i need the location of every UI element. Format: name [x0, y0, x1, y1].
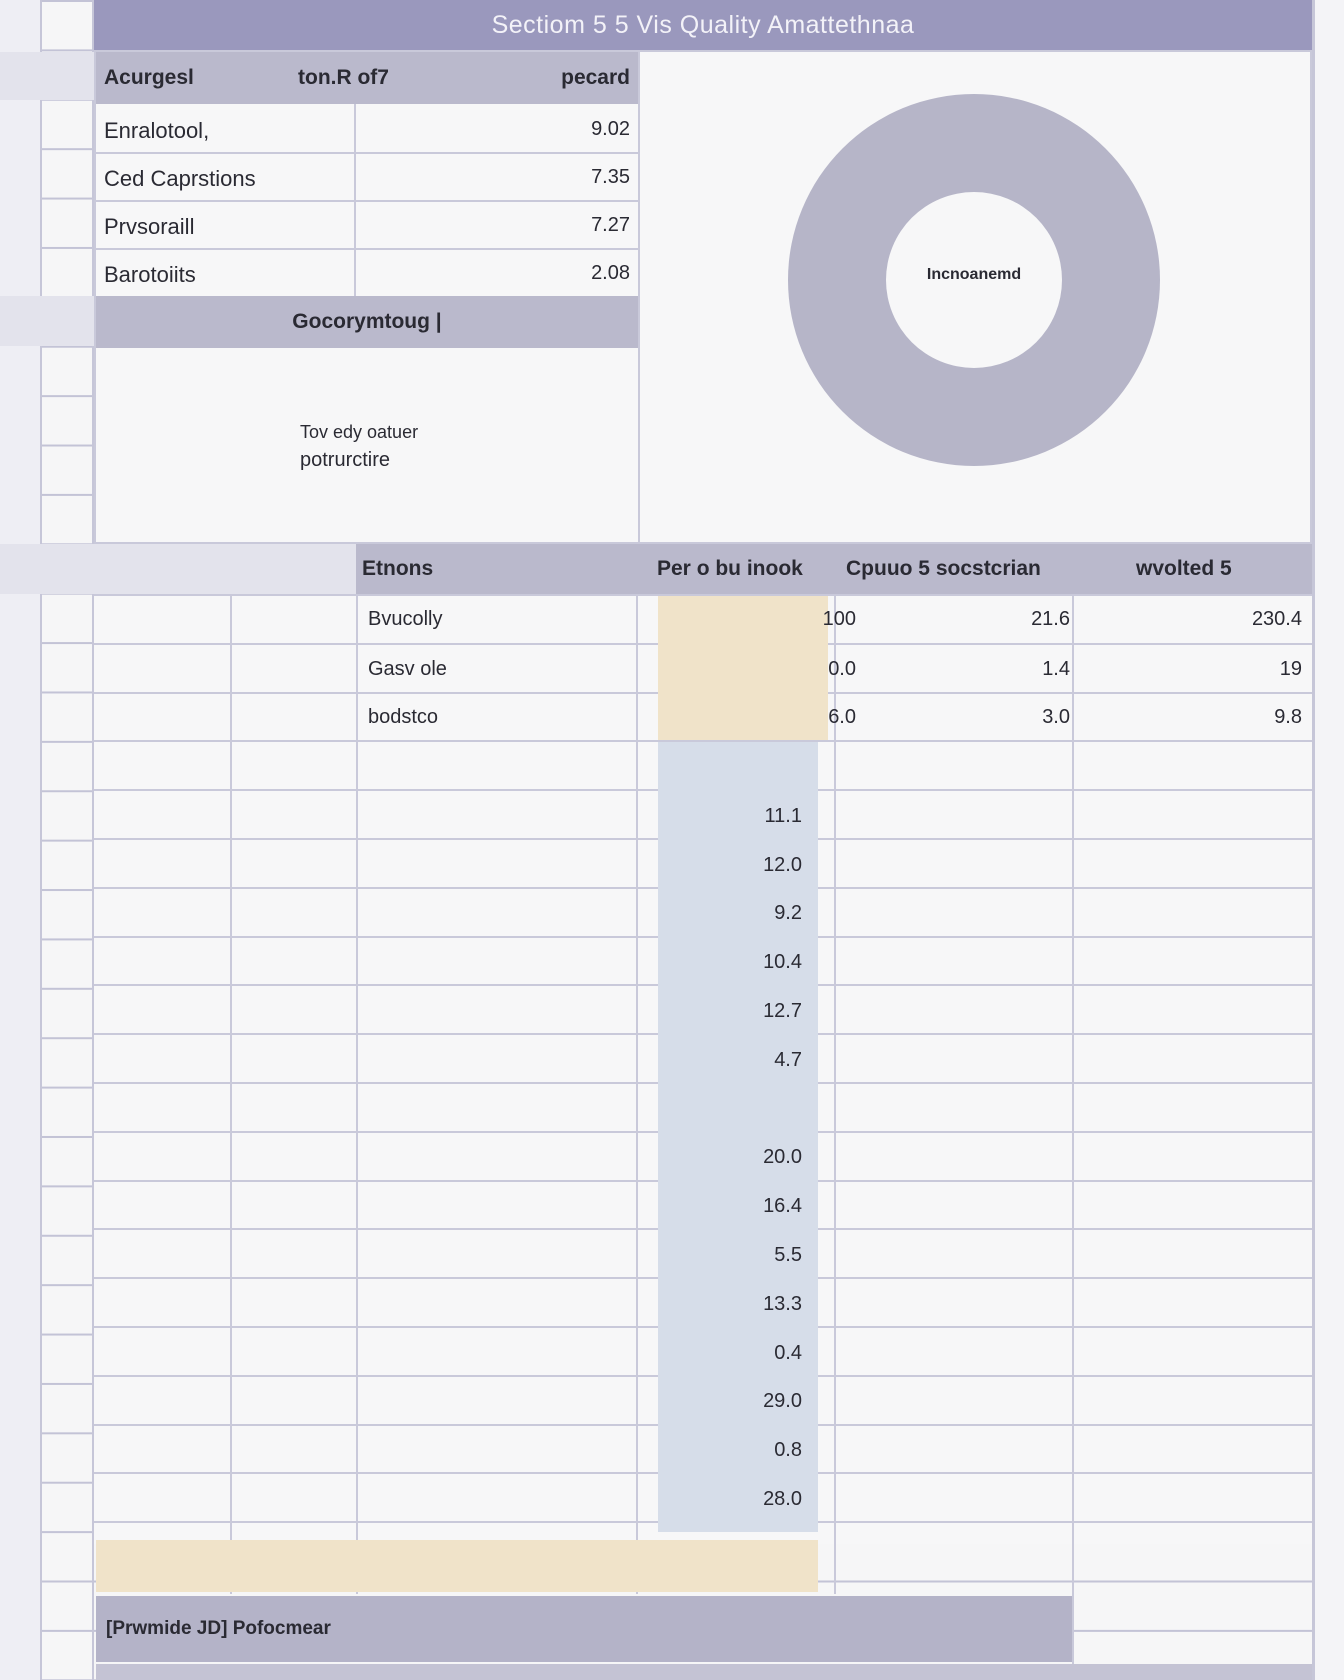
table-cell-label[interactable]: Gasv ole	[368, 658, 447, 680]
table-cell[interactable]: 100	[822, 608, 856, 630]
table-cell[interactable]: 19	[1279, 658, 1302, 680]
note-line-1: Tov edy oatuer	[300, 422, 419, 442]
side-value-cell[interactable]: 12.0	[763, 854, 802, 876]
summary-row-label[interactable]: Ced Caprstions	[104, 166, 256, 191]
table-cell[interactable]: 3.0	[1042, 706, 1070, 728]
frozen-column	[42, 0, 94, 1680]
sheet-title: Sectiom 5 5 Vis Quality Amattethnaa	[491, 10, 915, 39]
side-value-cell[interactable]: 11.1	[764, 805, 802, 827]
side-value-cell[interactable]: 4.7	[774, 1049, 802, 1071]
summary-row-label[interactable]: Barotoiits	[104, 262, 196, 287]
summary-row-label[interactable]: Enralotool,	[104, 118, 210, 143]
table-cell[interactable]: 0.0	[828, 658, 856, 680]
table-col-line	[230, 544, 232, 1594]
row-header-column	[0, 0, 42, 1680]
summary-header-col3: pecard	[561, 66, 630, 89]
side-value-cell[interactable]: 0.4	[774, 1342, 802, 1364]
table-header-group-socstcrian[interactable]: Cpuuo 5 socstcrian	[846, 557, 1041, 580]
summary-header	[96, 52, 638, 104]
side-value-cell[interactable]: 0.8	[774, 1439, 802, 1461]
footer-band	[96, 1596, 1072, 1662]
side-value-cell[interactable]: 9.2	[774, 902, 802, 924]
summary-row-value[interactable]: 2.08	[591, 262, 630, 284]
donut-chart	[640, 52, 1314, 546]
side-value-cell[interactable]: 20.0	[763, 1146, 802, 1168]
table-data-rows	[360, 596, 1310, 740]
title-banner	[94, 0, 1312, 50]
side-values-column	[658, 744, 818, 1534]
footer-label[interactable]: [Prwmide JD] Pofocmear	[106, 1618, 331, 1639]
table-cell[interactable]: 9.8	[1274, 706, 1302, 728]
table-cell[interactable]: 6.0	[828, 706, 856, 728]
totals-row	[96, 1540, 818, 1592]
row-header-highlight	[0, 52, 94, 100]
side-value-cell[interactable]: 5.5	[774, 1244, 802, 1266]
footer-bottom-band	[96, 1664, 1312, 1680]
side-value-cell[interactable]: 10.4	[763, 951, 802, 973]
table-header-etnons[interactable]: Etnons	[362, 557, 434, 580]
table-cell[interactable]: 230.4	[1251, 608, 1302, 630]
table-cell[interactable]: 1.4	[1042, 658, 1070, 680]
side-value-cell[interactable]: 16.4	[763, 1195, 802, 1217]
donut-center-label: Incnoanemd	[926, 266, 1022, 283]
note-line-2: potrurctire	[300, 449, 391, 471]
group-label: Gocorymtoug |	[292, 310, 442, 333]
row-header-highlight	[0, 296, 94, 346]
side-value-cell[interactable]: 12.7	[763, 1000, 802, 1022]
summary-row-value[interactable]: 7.35	[591, 166, 630, 188]
table-header-blank	[94, 544, 356, 594]
table-cell-label[interactable]: bodstco	[368, 706, 439, 728]
summary-note	[300, 418, 418, 474]
summary-row-value[interactable]: 9.02	[591, 118, 630, 140]
table-header-per-book[interactable]: Per o bu inook	[657, 557, 803, 580]
table-header-wvolted[interactable]: wvolted 5	[1136, 557, 1232, 580]
table-col-line	[356, 544, 358, 1594]
side-value-cell[interactable]: 13.3	[763, 1293, 802, 1315]
summary-row-label[interactable]: Prvsoraill	[104, 214, 195, 239]
side-value-cell[interactable]: 29.0	[763, 1390, 802, 1412]
chart-panel	[638, 50, 1312, 544]
table-header-row	[356, 544, 1312, 594]
group-header	[96, 296, 638, 348]
summary-header-col1: Acurgesl	[104, 66, 194, 89]
table-cell-label[interactable]: Bvucolly	[368, 608, 443, 630]
summary-rows	[96, 104, 638, 296]
right-gutter	[1312, 0, 1344, 1680]
row-header-highlight	[0, 544, 94, 594]
summary-row-value[interactable]: 7.27	[591, 214, 630, 236]
table-cell[interactable]: 21.6	[1031, 608, 1070, 630]
summary-header-col2: ton.R of7	[298, 66, 389, 89]
side-value-cell[interactable]: 28.0	[763, 1488, 802, 1510]
